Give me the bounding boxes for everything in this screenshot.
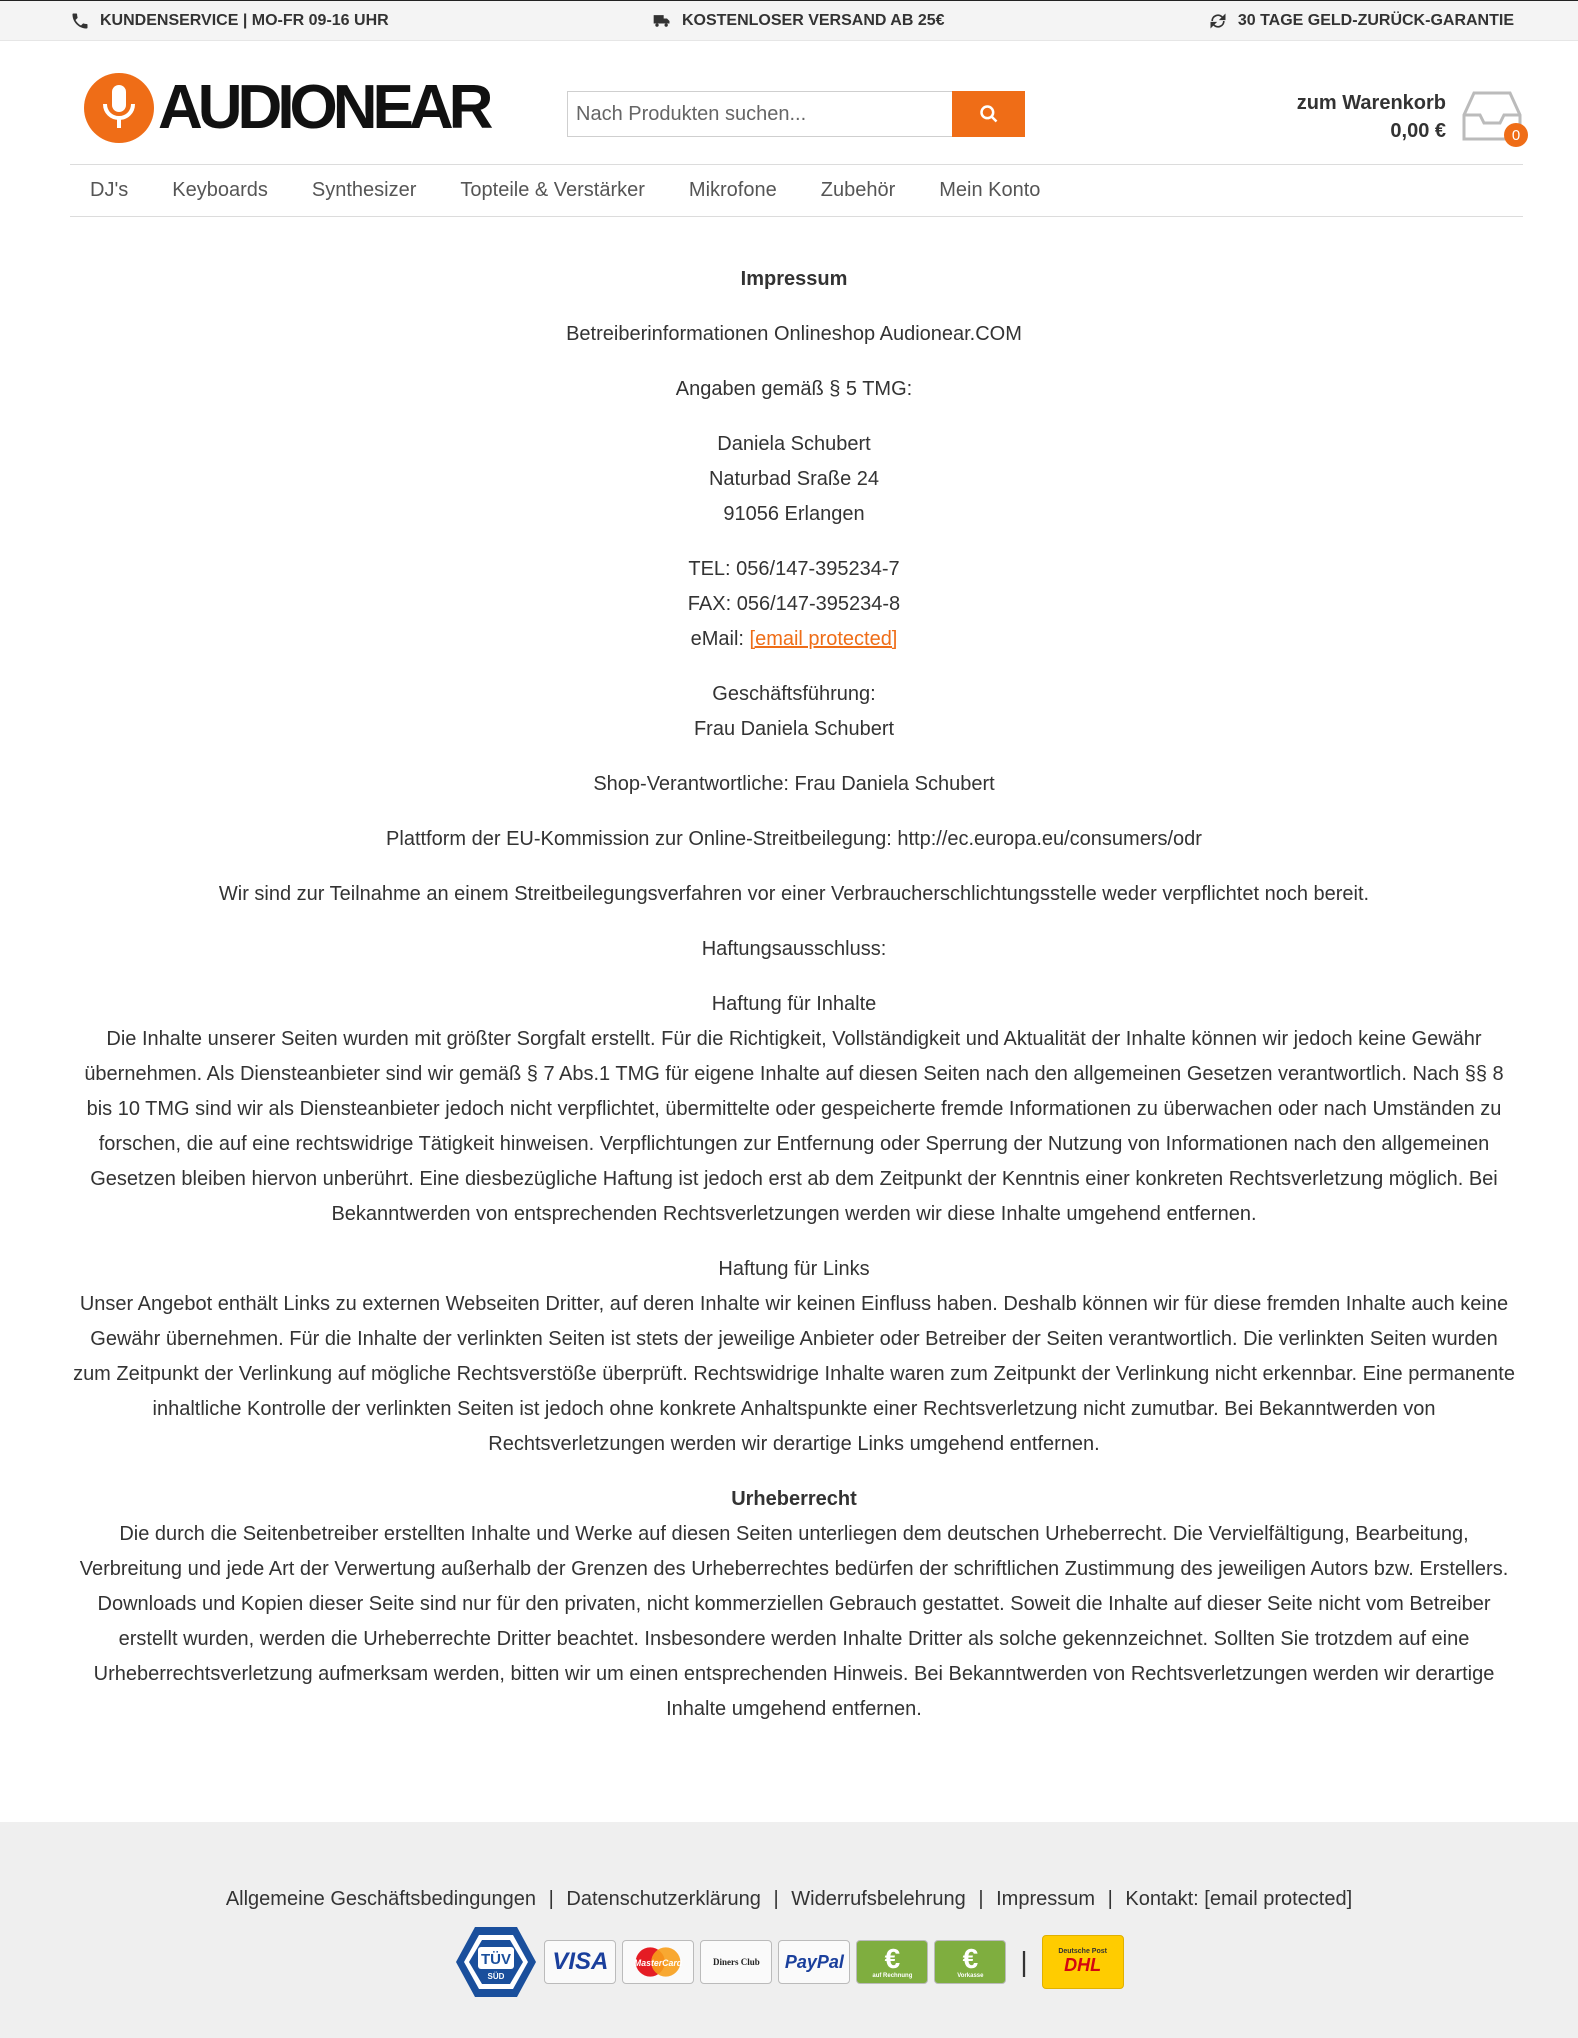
- footer-links: [0, 1888, 1578, 1911]
- refresh-icon: [1208, 11, 1228, 31]
- search-icon: [979, 104, 999, 124]
- logo-text: AUDIONEAR: [158, 73, 489, 142]
- nav-item-djs[interactable]: DJ's: [90, 179, 129, 201]
- prepayment-euro-icon: € Vorkasse: [934, 1940, 1006, 1984]
- footer-separator: |: [548, 1888, 554, 1910]
- visa-icon: VISA: [544, 1940, 616, 1984]
- mastercard-icon: [622, 1940, 694, 1984]
- service-info: [70, 11, 389, 31]
- footer-link-datenschutz[interactable]: Datenschutzerklärung: [566, 1888, 761, 1910]
- shipping-info: [652, 11, 945, 31]
- footer-separator: |: [773, 1888, 779, 1910]
- guarantee-text: 30 TAGE GELD-ZURÜCK-GARANTIE: [1237, 11, 1514, 29]
- eu-platform: Plattform der EU-Kommission zur Online-Streitbeilegung: http://ec.europa.eu/consumers/odr: [386, 828, 1202, 850]
- content-liability-heading: Haftung für Inhalte: [711, 993, 877, 1015]
- email-link[interactable]: [email protected]: [749, 628, 898, 650]
- footer-separator: |: [1107, 1888, 1113, 1910]
- diners-club-icon: Diners Club: [700, 1940, 772, 1984]
- impressum-content: [0, 262, 1578, 1727]
- owner-name: Daniela Schubert: [717, 433, 871, 455]
- management-label: Geschäftsführung:: [712, 683, 876, 705]
- email-label: eMail:: [690, 628, 750, 650]
- top-info-bar: [0, 0, 1578, 41]
- tuv-sub-text: SÜD: [487, 1972, 505, 1981]
- search-button[interactable]: [952, 91, 1025, 137]
- search-input[interactable]: [567, 91, 952, 137]
- tuv-text: TÜV: [481, 1951, 512, 1968]
- management-name: Frau Daniela Schubert: [693, 718, 895, 740]
- city: 91056 Erlangen: [723, 503, 865, 525]
- cart-total: 0,00 €: [1390, 120, 1446, 142]
- content-liability-text: Die Inhalte unserer Seiten wurden mit größter Sorgfalt erstellt. Für die Richtigkeit, Vollständigkeit und Aktualität der Inhalte können wir jedoch keine Gewähr übernehmen. Als Diensteanbieter sind wir gemäß § 7 Abs.1 TMG für eigene Inhalte auf diesen Seiten nach den allgemeinen Gesetzen verantwortlich. Nach §§ 8 bis 10 TMG sind wir als Diensteanbieter jedoch nicht verpflichtet, übermittelte oder gespeicherte fremde Informationen zu überwachen oder nach Umständen zu forschen, die auf eine rechtswidrige Tätigkeit hinweisen. Verpflichtungen zur Entfernung oder Sperrung der Nutzung von Informationen nach den allgemeinen Gesetzen bleiben hiervon unberührt. Eine diesbezügliche Haftung ist jedoch erst ab dem Zeitpunkt der Kenntnis einer konkreten Rechtsverletzung möglich. Bei Bekanntwerden von entsprechenden Rechtsverletzungen werden wir diese Inhalte umgehend entfernen.: [84, 1028, 1504, 1225]
- footer-link-kontakt[interactable]: Kontakt: [email protected]: [1125, 1888, 1353, 1910]
- invoice-euro-icon: € auf Rechnung: [856, 1940, 928, 1984]
- paypal-icon: PayPal: [778, 1940, 850, 1984]
- footer-link-agb[interactable]: Allgemeine Geschäftsbedingungen: [225, 1888, 537, 1910]
- footer-link-widerruf[interactable]: Widerrufsbelehrung: [791, 1888, 966, 1910]
- copyright-section: [70, 1482, 1518, 1727]
- copyright-heading: Urheberrecht: [731, 1488, 857, 1510]
- dispute-statement: Wir sind zur Teilnahme an einem Streitbeilegungsverfahren vor einer Verbraucherschlichtungsstelle weder verpflichtet noch bereit.: [218, 883, 1370, 905]
- nav-item-synthesizer[interactable]: Synthesizer: [311, 179, 417, 201]
- tmg-info: Angaben gemäß § 5 TMG:: [675, 378, 913, 400]
- links-liability-text: Unser Angebot enthält Links zu externen Webseiten Dritter, auf deren Inhalte wir keinen Einfluss haben. Deshalb können wir für diese fremden Inhalte auch keine Gewähr übernehmen. Für die Inhalte der verlinkten Seiten ist stets der jeweilige Anbieter oder Betreiber der Seiten verantwortlich. Die verlinkten Seiten wurden zum Zeitpunkt der Verlinkung auf mögliche Rechtsverstöße überprüft. Rechtswidrige Inhalte waren zum Zeitpunkt der Verlinkung nicht erkennbar. Eine permanente inhaltliche Kontrolle der verlinkten Seiten ist jedoch ohne konkrete Anhaltspunkte einer Rechtsverletzung nicht zumutbar. Bei Bekanntwerden von Rechtsverletzungen werden wir derartige Links umgehend entfernen.: [73, 1293, 1515, 1455]
- truck-icon: [652, 11, 672, 31]
- cart-count-badge: 0: [1504, 123, 1528, 147]
- nav-item-keyboards[interactable]: Keyboards: [172, 179, 268, 201]
- operator-info: Betreiberinformationen Onlineshop Audionear.COM: [566, 323, 1022, 345]
- tuv-badge-icon: [454, 1925, 538, 1999]
- nav-item-mein-konto[interactable]: Mein Konto: [939, 179, 1041, 201]
- site-logo[interactable]: [84, 68, 488, 148]
- svg-text:MasterCard: MasterCard: [634, 1957, 683, 1968]
- main-navigation: [70, 164, 1523, 217]
- page-title: Impressum: [740, 268, 848, 290]
- microphone-icon: [84, 73, 154, 143]
- cart-label: zum Warenkorb: [1296, 92, 1446, 114]
- links-liability-heading: Haftung für Links: [718, 1258, 870, 1280]
- shop-responsible: Shop-Verantwortliche: Frau Daniela Schubert: [593, 773, 995, 795]
- footer-separator: |: [978, 1888, 984, 1910]
- shipping-text: KOSTENLOSER VERSAND AB 25€: [681, 11, 945, 29]
- content-liability-section: [70, 987, 1518, 1232]
- links-liability-section: [70, 1252, 1518, 1462]
- fax: FAX: 056/147-395234-8: [687, 593, 901, 615]
- copyright-text: Die durch die Seitenbetreiber erstellten Inhalte und Werke auf diesen Seiten unterliegen dem deutschen Urheberrecht. Die Vervielfältigung, Bearbeitung, Verbreitung und jede Art der Verwertung außerhalb der Grenzen des Urheberrechtes bedürfen der schriftlichen Zustimmung des jeweiligen Autors bzw. Erstellers. Downloads und Kopien dieser Seite sind nur für den privaten, nicht kommerziellen Gebrauch gestattet. Soweit die Inhalte auf dieser Seite nicht vom Betreiber erstellt wurden, werden die Urheberrechte Dritter beachtet. Insbesondere werden Inhalte Dritter als solche gekennzeichnet. Sollten Sie trotzdem auf eine Urheberrechtsverletzung aufmerksam werden, bitten wir um einen entsprechenden Hinweis. Bei Bekanntwerden von Rechtsverletzungen werden wir derartige Inhalte umgehend entfernen.: [79, 1523, 1509, 1720]
- cart-icon[interactable]: [1460, 89, 1526, 145]
- payment-badges: [0, 1925, 1578, 1999]
- management-block: [70, 677, 1518, 747]
- cart-widget[interactable]: [1297, 89, 1526, 145]
- street: Naturbad Sraße 24: [708, 468, 880, 490]
- site-header: [0, 41, 1578, 164]
- footer-link-impressum[interactable]: Impressum: [996, 1888, 1096, 1910]
- telephone: TEL: 056/147-395234-7: [688, 558, 900, 580]
- dhl-icon: Deutsche Post DHL: [1042, 1935, 1124, 1989]
- nav-item-mikrofone[interactable]: Mikrofone: [688, 179, 777, 201]
- contact-block: [70, 552, 1518, 657]
- nav-item-topteile[interactable]: Topteile & Verstärker: [460, 179, 645, 201]
- phone-icon: [70, 11, 90, 31]
- guarantee-info: [1208, 11, 1514, 31]
- address-block: [70, 427, 1518, 532]
- site-footer: [0, 1822, 1578, 2038]
- service-text: KUNDENSERVICE | MO-FR 09-16 UHR: [100, 11, 389, 29]
- badge-separator: |: [1020, 1946, 1028, 1977]
- disclaimer-heading: Haftungsausschluss:: [701, 938, 887, 960]
- nav-item-zubehoer[interactable]: Zubehör: [820, 179, 896, 201]
- search-bar: [567, 91, 1025, 137]
